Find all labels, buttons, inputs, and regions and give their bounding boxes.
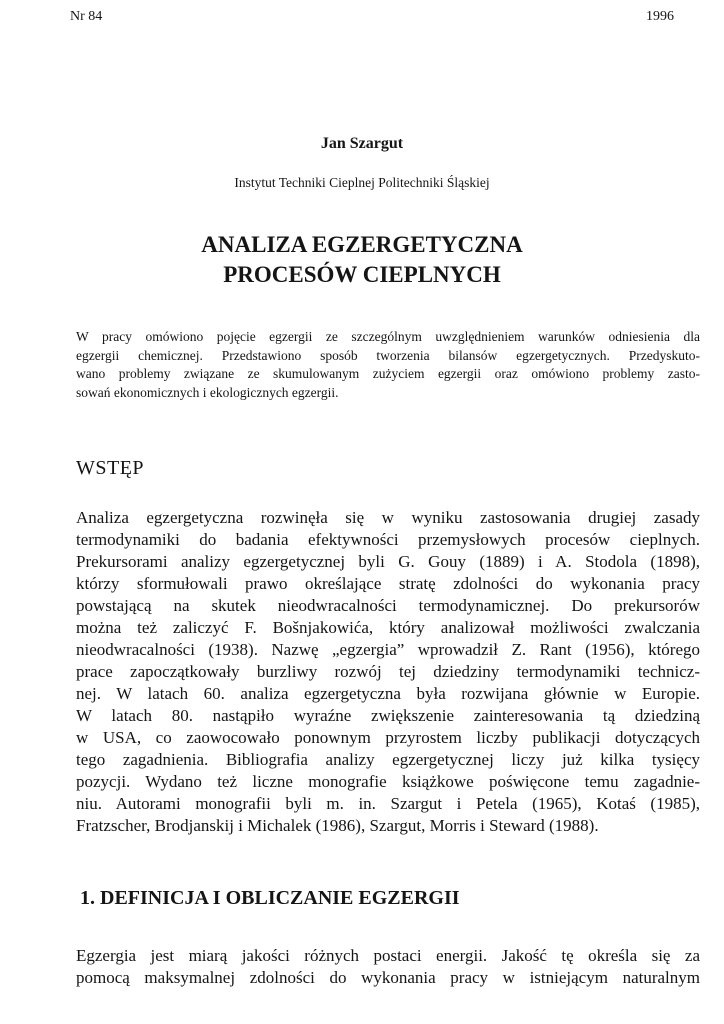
intro-line: niu. Autorami monografii byli m. in. Szargut i Petela (1965), Kotaś (1985), (76, 794, 700, 813)
abstract-line: wano problemy związane ze skumulowanym zużyciem egzergii oraz omówiono problemy zasto- (76, 366, 700, 381)
intro-line: którzy sformułowali prawo określające stratę zdolności do wykonania pracy (76, 574, 700, 593)
intro-paragraph (76, 507, 700, 837)
intro-line: prace zapoczątkowały burzliwy rozwój tej dziedziny termodynamiki technicz- (76, 662, 700, 681)
section-1-line: pomocą maksymalnej zdolności do wykonania pracy w istniejącym naturalnym (76, 968, 700, 987)
intro-line: pozycji. Wydano też liczne monografie książkowe poświęcone temu zagadnie- (76, 772, 700, 791)
intro-line: nej. W latach 60. analiza egzergetyczna była rozwijana głównie w Europie. (76, 684, 700, 703)
intro-line: w USA, co zaowocowało ponownym przyrostem liczby publikacji dotyczących (76, 728, 700, 747)
paper-title (0, 230, 724, 290)
abstract (76, 328, 700, 402)
intro-line: W latach 80. nastąpiło wyraźne zwiększenie zainteresowania tą dziedziną (76, 706, 700, 725)
section-1-paragraph (76, 945, 700, 989)
intro-line: powstającą na skutek nieodwracalności termodynamicznej. Do prekursorów (76, 596, 700, 615)
abstract-line: W pracy omówiono pojęcie egzergii ze szczególnym uwzględnieniem warunków odniesienia dla (76, 329, 700, 344)
publication-year: 1996 (646, 9, 674, 24)
author-name: Jan Szargut (320, 135, 404, 152)
paper-title-line-2: PROCESÓW CIEPLNYCH (223, 262, 501, 287)
intro-line: Prekursorami analizy egzergetycznej byli G. Gouy (1889) i A. Stodola (1898), (76, 552, 700, 571)
author-affiliation: Instytut Techniki Cieplnej Politechniki Śląskiej (234, 175, 490, 190)
intro-line: Fratzscher, Brodjanskij i Michalek (1986), Szargut, Morris i Steward (1988). (76, 816, 599, 835)
abstract-line: sowań ekonomicznych i ekologicznych egzergii. (76, 384, 339, 400)
intro-line: można też zaliczyć F. Bošnjakowića, który analizował możliwości zwalczania (76, 618, 700, 637)
section-1-line: Egzergia jest miarą jakości różnych postaci energii. Jakość tę określa się za (76, 946, 700, 965)
intro-line: nieodwracalności (1938). Nazwę „egzergia” wprowadził Z. Rant (1956), którego (76, 640, 700, 659)
intro-line: Analiza egzergetyczna rozwinęła się w wyniku zastosowania drugiej zasady (76, 508, 700, 527)
paper-title-line-1: ANALIZA EGZERGETYCZNA (201, 232, 523, 257)
abstract-line: egzergii chemicznej. Przedstawiono sposób tworzenia bilansów egzergetycznych. Przedyskuto- (76, 347, 700, 363)
section-1-heading: 1. DEFINICJA I OBLICZANIE EGZERGII (80, 887, 460, 909)
intro-line: termodynamiki do badania efektywności przemysłowych procesów cieplnych. (76, 530, 700, 549)
intro-line: tego zagadnienia. Bibliografia analizy egzergetycznej liczy już kilka tysięcy (76, 750, 700, 769)
journal-number: Nr 84 (70, 9, 103, 24)
intro-heading: WSTĘP (76, 457, 145, 479)
